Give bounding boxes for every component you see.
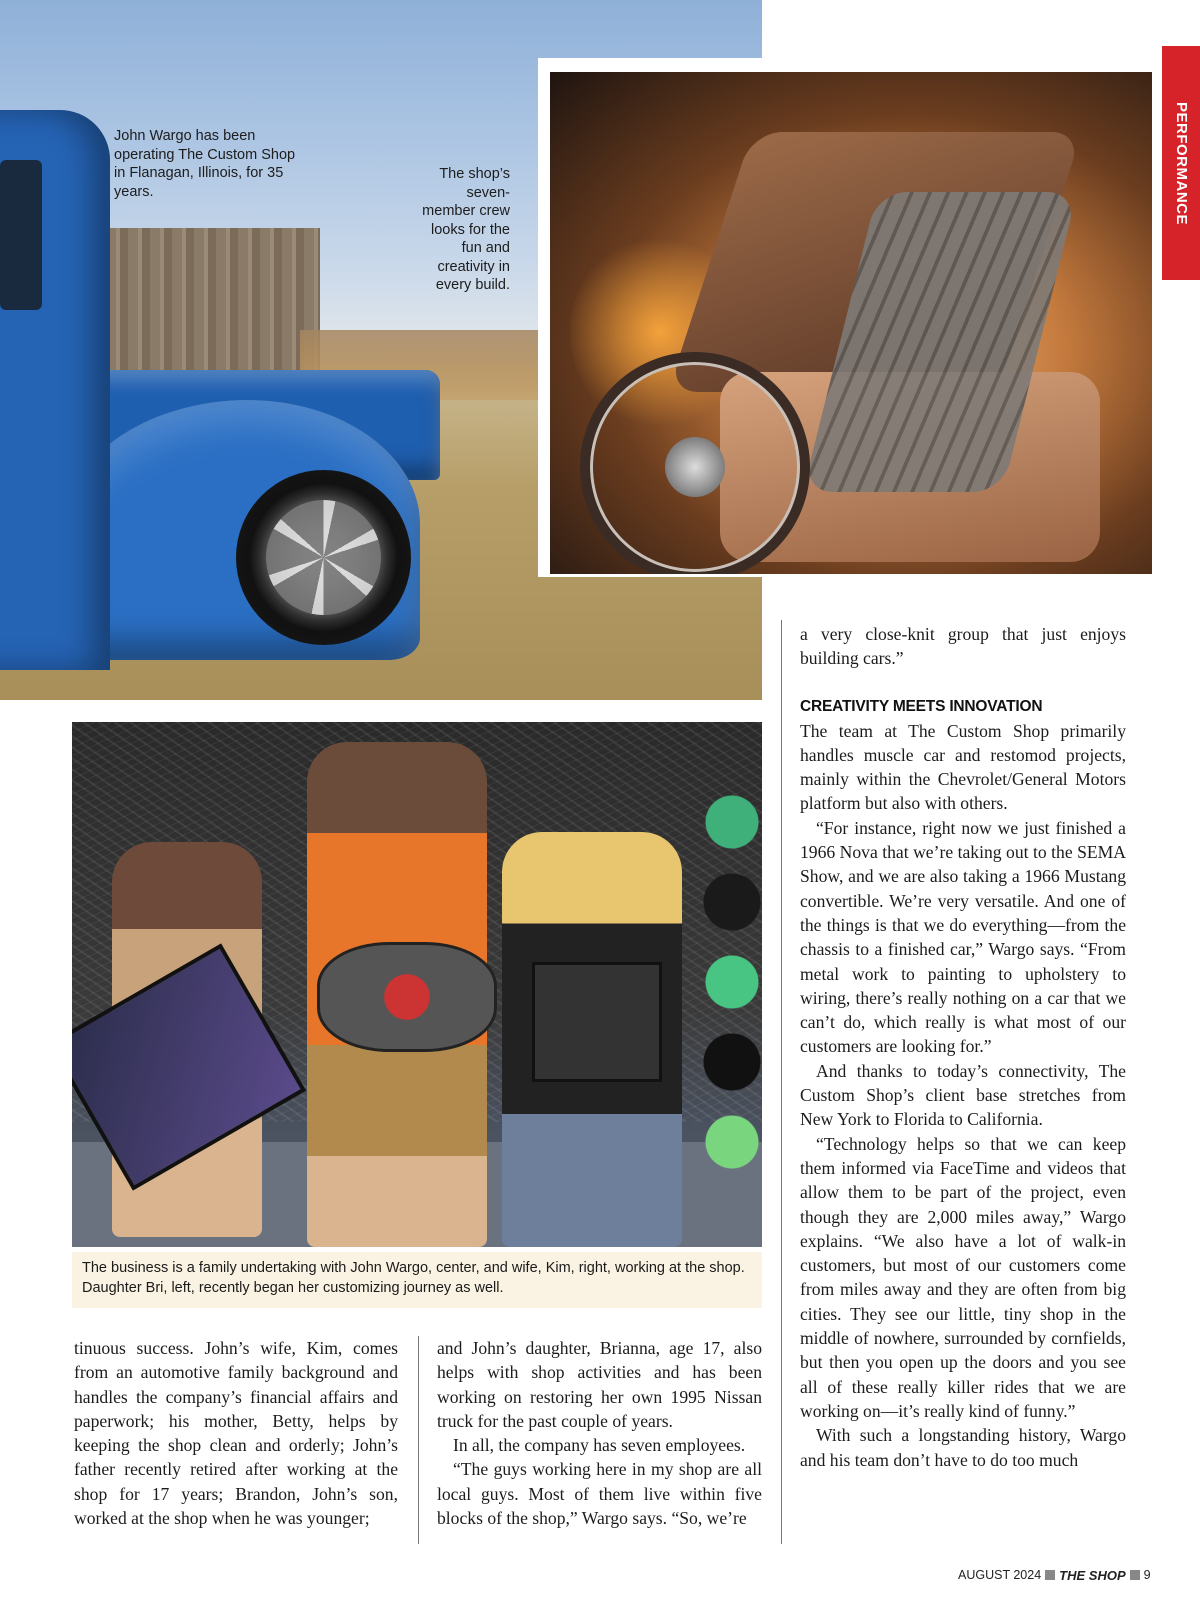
paragraph: tinuous success. John’s wife, Kim, comes from an automotive family background and handles the company’s financial affairs and paperwork; his mother, Betty, helps by keeping the shop clean and orderly; John’s father recently retired after working at the shop for 17 years; Brandon, John’s son, worked at the shop when he was younger; [74, 1338, 398, 1529]
balloons [702, 782, 762, 1182]
column-divider [418, 1336, 419, 1544]
award-plaque-right [532, 962, 662, 1082]
section-tab-label-wrap [1162, 46, 1200, 280]
section-subhead: CREATIVITY MEETS INNOVATION [800, 697, 1043, 715]
paragraph: With such a longstanding history, Wargo and his team don’t have to do too much [800, 1425, 1126, 1470]
section-tab-label: PERFORMANCE [1172, 101, 1190, 225]
steering-wheel-hub [665, 437, 725, 497]
issue-date: AUGUST 2024 [958, 1568, 1042, 1582]
article-column-3 [800, 622, 1126, 1472]
publication-name: THE SHOP [1059, 1567, 1126, 1583]
paragraph: “The guys working here in my shop are all local guys. Most of them live within five blocks of the shop,” Wargo says. “So, we’re [437, 1459, 762, 1529]
family-photo [72, 722, 762, 1247]
article-column-1 [74, 1336, 398, 1530]
award-plaque-center [317, 942, 497, 1052]
truck-window [0, 160, 42, 310]
paragraph: The team at The Custom Shop primarily handles muscle car and restomod projects, mainly within the Chevrolet/General Motors platform but also with others. [800, 720, 1126, 814]
column-divider [781, 620, 782, 1544]
paragraph: “Technology helps so that we can keep them informed via FaceTime and videos that allow them to be part of the project, even though they are 2,000 miles away,” Wargo explains. “We also have a lot of walk-in customers, but most of our customers come from miles away and they are often from big cities. They see our little, tiny shop in the middle of nowhere, surrounded by cornfields, but then you open up the doors and you see all of these really killer rides that we are working on—it’s really kind of funny.” [800, 1133, 1126, 1421]
page-number: 9 [1143, 1568, 1151, 1582]
interior-photo [550, 72, 1152, 574]
paragraph: In all, the company has seven employees. [453, 1435, 746, 1456]
paragraph: “For instance, right now we just finished a 1966 Nova that we’re taking out to the SEMA Show, and we are also taking a 1966 Mustang convertible. We’re very versatile. And one of the things is that we do everything—from the chassis to a finished car,” Wargo says. “From metal work to painting to upholstery to wiring, there’s really nothing on a car that we can’t do, which really is what most of our customers are looking for.” [800, 817, 1126, 1057]
square-icon [1130, 1570, 1140, 1580]
article-column-2 [437, 1336, 762, 1530]
truck-wheel-spokes [266, 500, 381, 615]
paragraph: And thanks to today’s connectivity, The Custom Shop’s client base stretches from New York to Florida to California. [800, 1060, 1126, 1130]
family-caption: The business is a family undertaking with John Wargo, center, and wife, Kim, right, working at the shop. Daughter Bri, left, recently began her customizing journey as well. [72, 1252, 762, 1308]
paragraph: and John’s daughter, Brianna, age 17, also helps with shop activities and has been working on restoring her own 1995 Nissan truck for the past couple of years. [437, 1338, 762, 1431]
paragraph: a very close-knit group that just enjoys building cars.” [800, 624, 1126, 669]
truck-caption: John Wargo has been operating The Custom Shop in Flanagan, Illinois, for 35 years. [114, 128, 296, 200]
crew-caption: The shop’s seven-member crew looks for the fun and creativity in every build. [422, 166, 510, 293]
square-icon [1045, 1570, 1055, 1580]
page-footer [958, 1567, 1151, 1583]
